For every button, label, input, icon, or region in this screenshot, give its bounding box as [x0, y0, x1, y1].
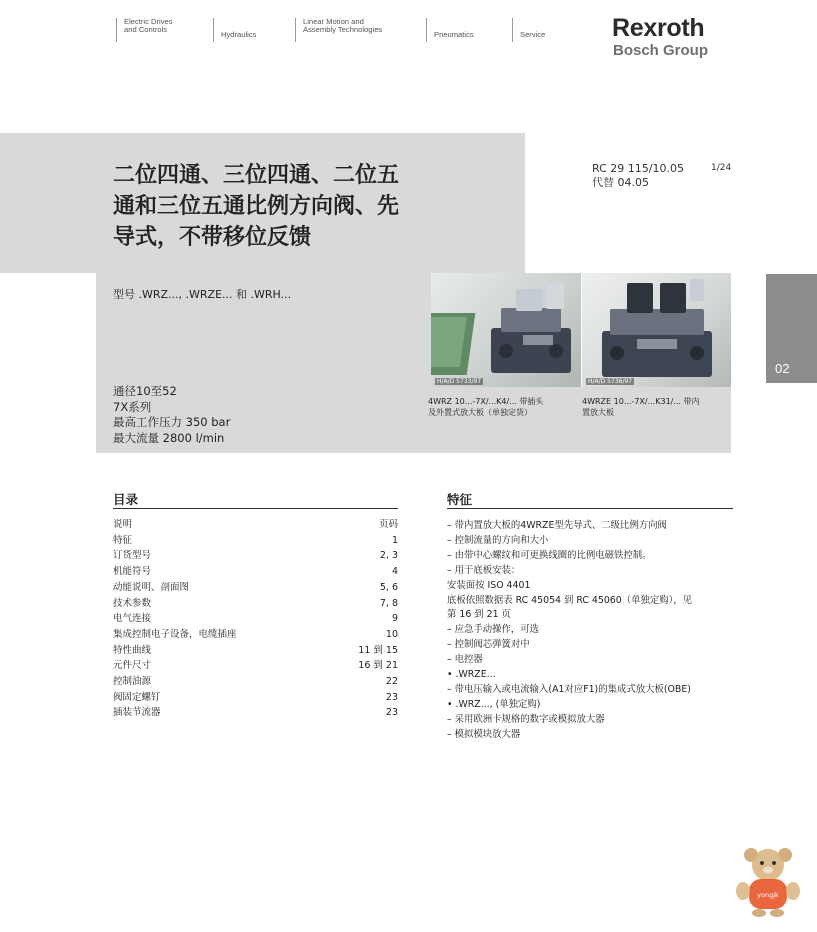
spec-line: 最高工作压力 350 bar: [113, 415, 231, 429]
feature-item: – 控制流量的方向和大小: [447, 534, 549, 546]
document-number-block: [592, 162, 684, 190]
caption-line: 4WRZE 10...-7X/...K31/... 带内: [582, 397, 700, 406]
toc-col-content: 说明: [113, 519, 133, 530]
feature-item: • .WRZ..., (单独定购): [447, 698, 541, 710]
feature-item: – 应急手动操作，可选: [447, 624, 540, 636]
toc-row[interactable]: [113, 611, 398, 627]
page-number: 1/24: [711, 163, 732, 173]
rexroth-logo: Rexroth: [612, 14, 705, 42]
toc-label: 元件尺寸: [113, 660, 152, 672]
nav-label: and Controls: [124, 25, 168, 34]
title-line: 二位四通、三位四通、二位五: [113, 163, 400, 188]
feature-item: – 模拟模块放大器: [447, 728, 521, 740]
nav-label: Assembly Technologies: [303, 25, 383, 34]
toc-row[interactable]: [113, 658, 398, 674]
toc-row[interactable]: [113, 674, 398, 690]
product-photo-4wrze: [582, 273, 731, 387]
nav-label: Linear Motion and: [303, 17, 364, 26]
spec-line: 最大流量 2800 l/min: [113, 430, 225, 445]
toc-label: 动能说明、剖面图: [113, 581, 190, 593]
valve-illustration: [431, 273, 581, 387]
toc-row[interactable]: [113, 643, 398, 659]
caption-line: 置放大板: [582, 408, 614, 417]
replaces-edition: 代替 04.05: [592, 176, 649, 189]
section-tab: [766, 274, 817, 383]
spec-line: 7X系列: [113, 399, 152, 414]
features-list: [447, 519, 739, 743]
feature-item: – 用于底板安装：: [447, 564, 521, 576]
nav-linear-motion[interactable]: [295, 18, 382, 42]
feature-item: – 带内置放大板的4WRZE型先导式、二级比例方向阀: [447, 520, 667, 531]
toc-label: 阀固定螺钉: [113, 691, 161, 703]
toc-page: 10: [385, 628, 398, 640]
photo-caption: [582, 396, 732, 418]
toc-label: 机能符号: [113, 566, 152, 578]
toc-page: 4: [391, 566, 398, 578]
toc-label: 技术参数: [113, 597, 152, 609]
toc-row[interactable]: [113, 580, 398, 596]
toc-divider: [113, 508, 398, 509]
feature-item: 安装面按 ISO 4401: [447, 579, 531, 591]
nav-service[interactable]: [512, 18, 545, 42]
nav-pneumatics[interactable]: [426, 18, 474, 42]
toc-label: 电气连接: [113, 613, 152, 625]
toc-page: 7, 8: [379, 597, 398, 609]
toc-row[interactable]: [113, 690, 398, 706]
toc-page: 9: [391, 613, 398, 625]
nav-hydraulics[interactable]: [213, 18, 256, 42]
toc-label: 集成控制电子设备，电缆插座: [113, 628, 237, 640]
toc-label: 插装节流器: [113, 707, 161, 719]
toc-col-page: 页码: [378, 519, 398, 530]
bear-mascot-watermark: [731, 843, 806, 918]
table-of-contents: [113, 517, 398, 721]
photo-caption: [428, 396, 578, 418]
toc-row[interactable]: [113, 627, 398, 643]
photo-reference: H/A/D 5733/97: [437, 378, 482, 385]
feature-item: • .WRZE...: [447, 669, 496, 681]
toc-page: 2, 3: [379, 550, 398, 562]
section-tab-number: 02: [775, 361, 790, 376]
toc-row[interactable]: [113, 533, 398, 549]
product-photo-4wrz: [431, 273, 581, 387]
document-number: RC 29 115/10.05: [592, 162, 684, 175]
features-heading: 特征: [447, 492, 473, 507]
toc-page: 16 到 21: [358, 660, 398, 672]
feature-item: – 带电压输入或电流输入(A1对应F1)的集成式放大板(OBE): [447, 683, 691, 695]
valve-illustration: [582, 273, 731, 387]
toc-page: 23: [385, 707, 398, 719]
feature-item: – 由带中心螺纹和可更换线圈的比例电磁铁控制。: [447, 549, 652, 561]
page-title: [113, 160, 473, 253]
spec-line: 通径10至52: [113, 384, 177, 398]
nav-label: Electric Drives: [124, 17, 173, 26]
toc-page: 23: [385, 691, 398, 703]
feature-item: – 控制阀芯弹簧对中: [447, 639, 530, 651]
toc-row[interactable]: [113, 548, 398, 564]
nav-electric-drives[interactable]: [116, 18, 173, 42]
toc-label: 控制油源: [113, 676, 152, 688]
toc-label: 订货型号: [113, 550, 152, 562]
spec-summary: [113, 384, 230, 446]
photo-reference: H/A/D 5736/97: [588, 378, 633, 385]
features-divider: [447, 508, 733, 509]
toc-row[interactable]: [113, 705, 398, 721]
feature-item: 底板依照数据表 RC 45054 到 RC 45060（单独定购），见: [447, 594, 693, 606]
toc-label: 特征: [113, 534, 133, 546]
caption-line: 4WRZ 10...-7X/...K4/... 带插头: [428, 397, 544, 406]
toc-label: 特性曲线: [113, 644, 152, 656]
toc-row[interactable]: [113, 564, 398, 580]
toc-page: 5, 6: [379, 581, 398, 593]
toc-heading: 目录: [113, 492, 139, 507]
type-designation: 型号 .WRZ..., .WRZE... 和 .WRH...: [113, 288, 292, 301]
toc-page: 11 到 15: [358, 644, 398, 656]
toc-row[interactable]: [113, 596, 398, 612]
nav-label: Service: [520, 30, 546, 39]
toc-header-row: [113, 517, 398, 533]
feature-item: – 电控器: [447, 654, 483, 666]
caption-line: 及外置式放大板（单独定货）: [428, 408, 532, 417]
bosch-group-logo: Bosch Group: [613, 42, 709, 59]
watermark-text: yongjk: [757, 891, 779, 899]
title-line: 导式，不带移位反馈: [113, 225, 312, 250]
nav-label: Pneumatics: [434, 30, 474, 39]
nav-label: Hydraulics: [221, 30, 257, 39]
toc-page: 22: [385, 676, 398, 688]
feature-item: – 采用欧洲卡规格的数字或模拟放大器: [447, 713, 605, 725]
title-line: 通和三位五通比例方向阀、先: [113, 194, 400, 219]
toc-page: 1: [391, 534, 398, 546]
feature-item: 第 16 到 21 页: [447, 609, 511, 621]
